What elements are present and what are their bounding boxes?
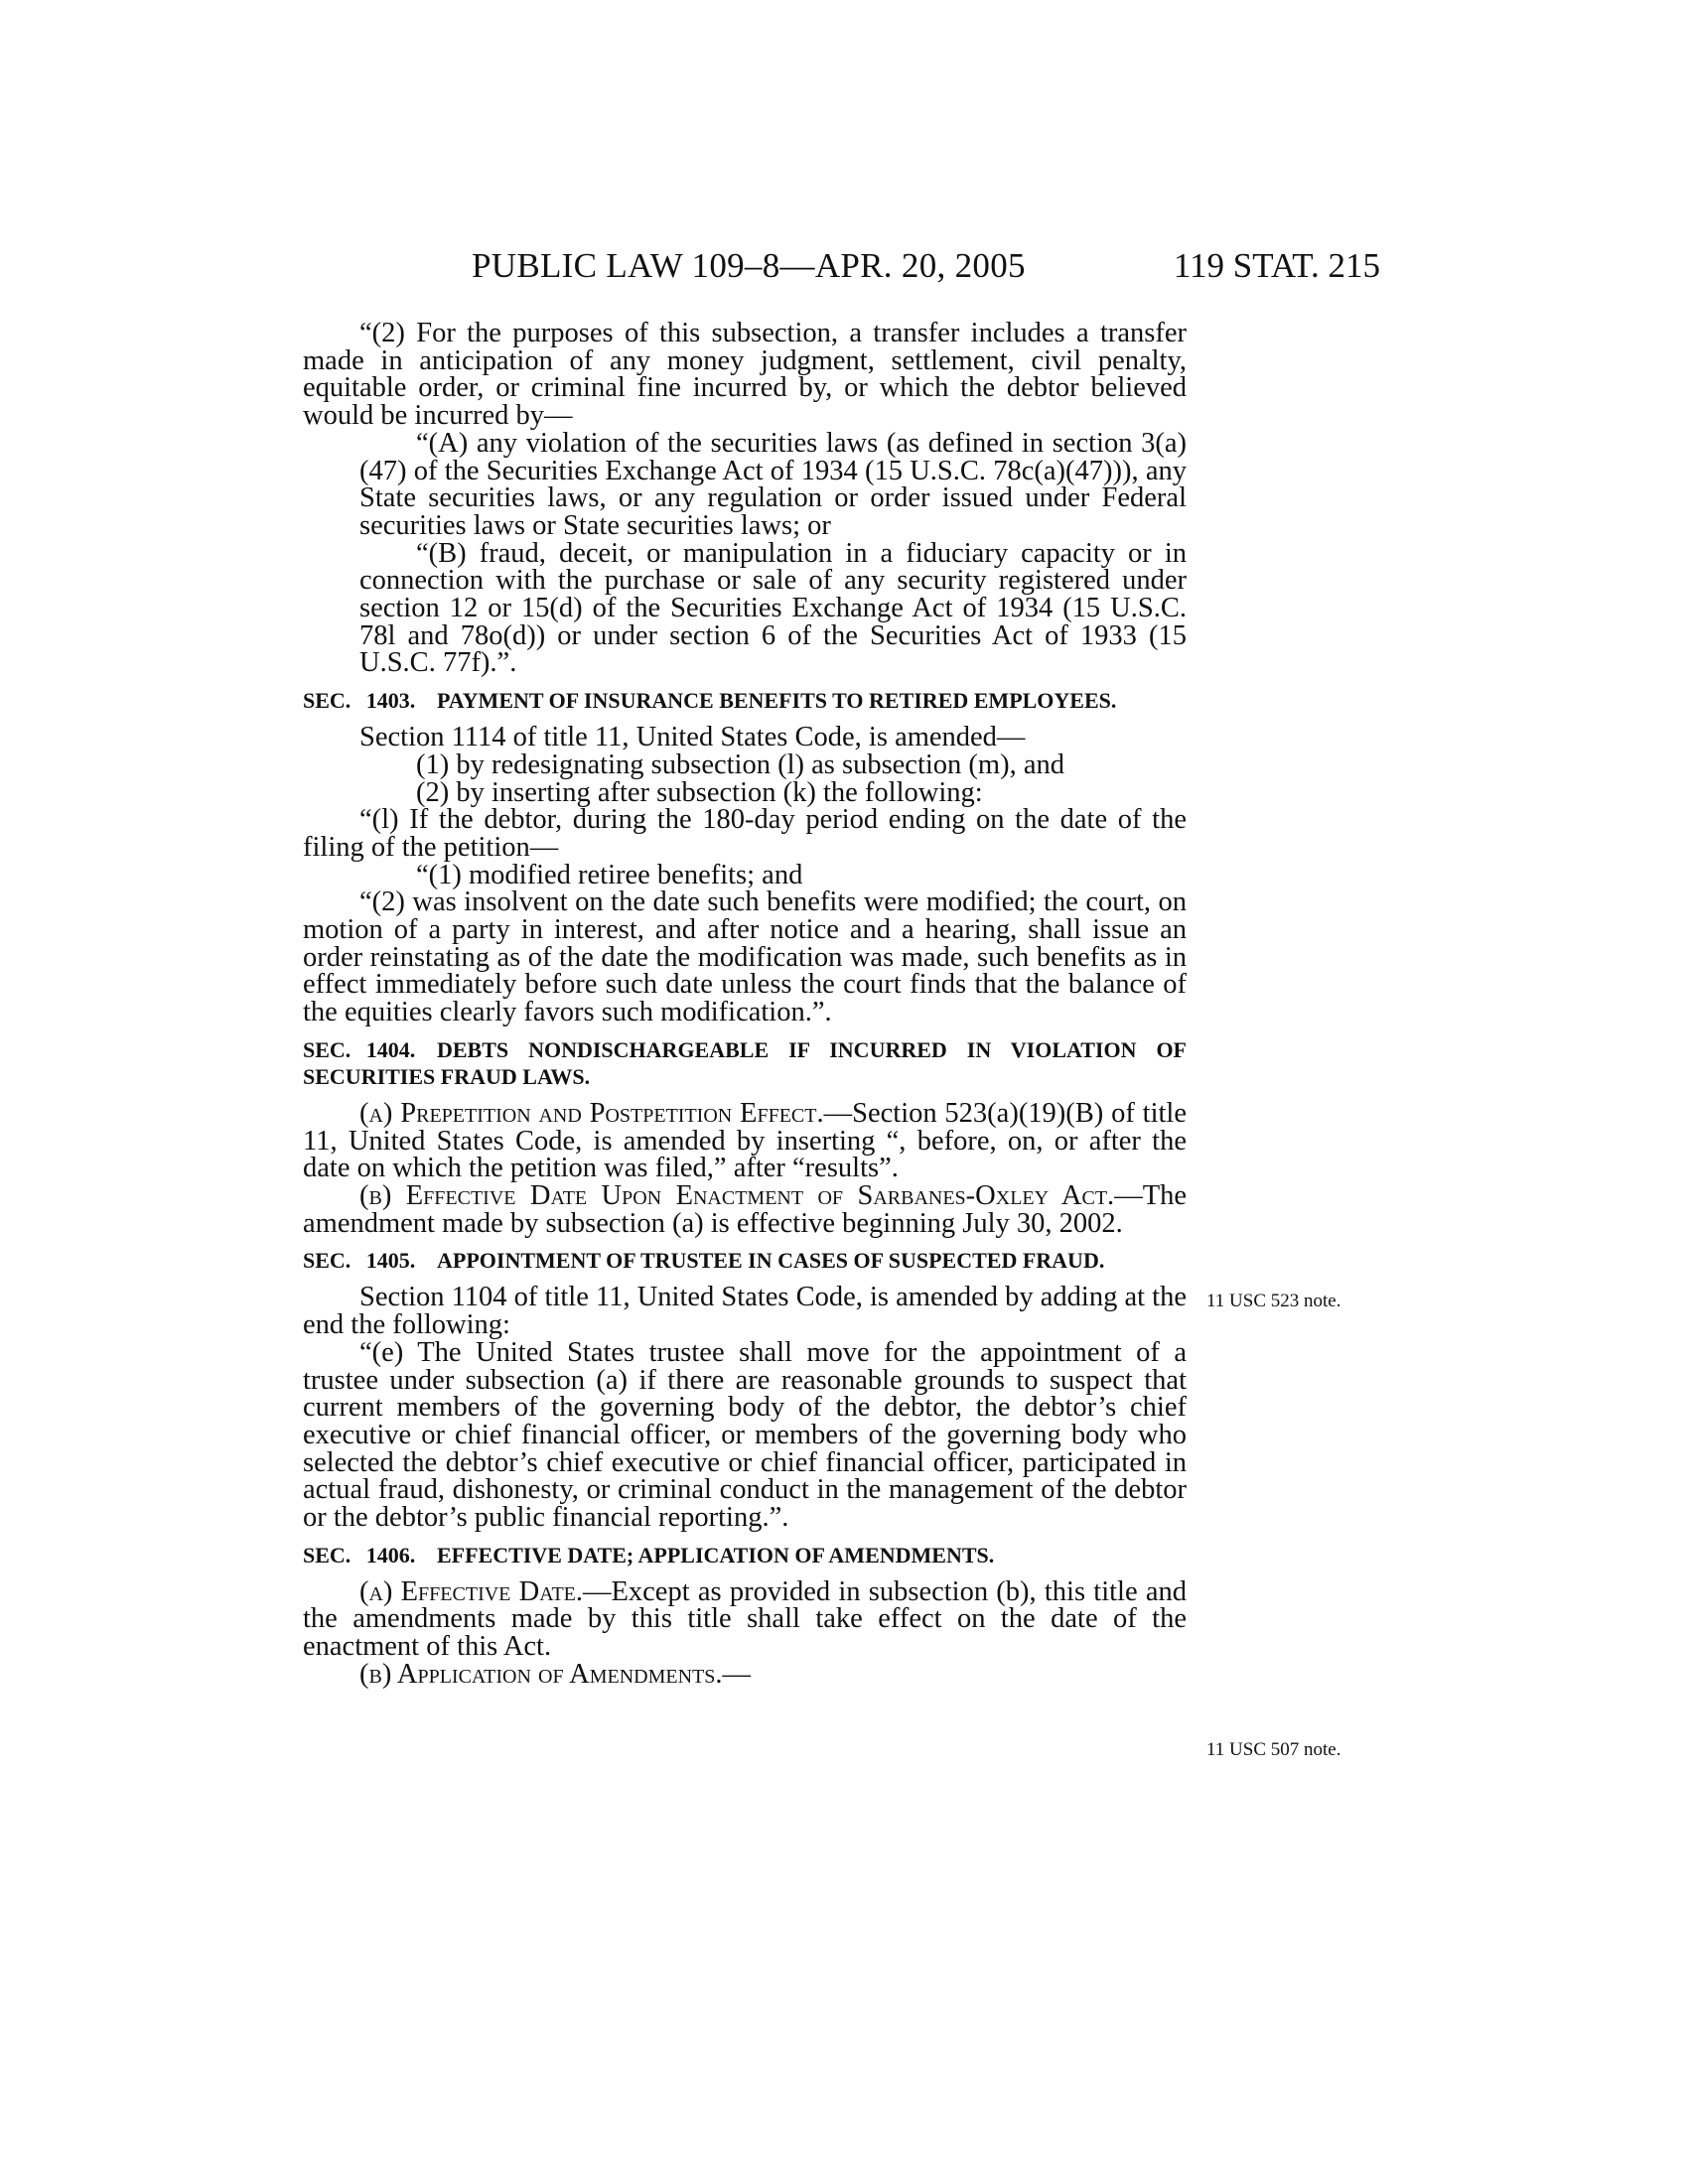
- section-number: SEC. 1404.: [303, 1036, 416, 1062]
- subsection-text: —: [722, 1658, 752, 1690]
- subparagraph-a: “(A) any violation of the securities laws (as defined in section 3(a)(47) of the Securities Exchange Act of 1934 (15 U.S.C. 78c(a)(47))), any State securities laws, or any regulation or order issued under Federal securities laws or State securities laws; or: [359, 427, 1187, 541]
- subsection-heading: (b) Application of Amendments.: [359, 1658, 723, 1690]
- subsection-heading: (a) Effective Date.: [359, 1575, 583, 1607]
- section-1403-heading: [303, 687, 1187, 714]
- paragraph-2-intro: “(2) For the purposes of this subsection, a transfer includes a transfer made in anticipation of any money judgment, settlement, civil penalty, equitable order, or criminal fine incurred by, or which the debtor believed would be incurred by—: [303, 318, 1187, 432]
- section-1405-intro: Section 1104 of title 11, United States Code, is amended by adding at the end the following:: [303, 1282, 1187, 1341]
- subsection-text: —Section 523(a)(19)(B) of title 11, United States Code, is amended by inserting “, before, on, or after the date on which the petition was filed,” after “results”.: [303, 1097, 1188, 1184]
- subsection-text: —Except as provided in subsection (b), this title and the amendments made by this title shall take effect on the date of the enactment of this Act.: [303, 1575, 1187, 1663]
- page-body: [303, 320, 1187, 1689]
- section-title: DEBTS NONDISCHARGEABLE IF INCURRED IN VIOLATION OF SECURITIES FRAUD LAWS.: [303, 1036, 1187, 1089]
- subsection-l-item-1: “(1) modified retiree benefits; and: [416, 859, 803, 890]
- section-1403-intro: Section 1114 of title 11, United States Code, is amended—: [359, 722, 1026, 753]
- section-title: APPOINTMENT OF TRUSTEE IN CASES OF SUSPECTED FRAUD.: [437, 1248, 1105, 1274]
- page-header: [472, 246, 1380, 294]
- statute-page-number: 119 STAT. 215: [1173, 246, 1380, 285]
- subsection-l-intro: “(l) If the debtor, during the 180-day period ending on the date of the filing of the petition—: [303, 804, 1187, 863]
- margin-note-523: 11 USC 523 note.: [1206, 1291, 1341, 1311]
- running-head: PUBLIC LAW 109–8—APR. 20, 2005: [472, 246, 1026, 285]
- section-1406-subsection-b: [303, 1658, 1187, 1690]
- section-number: SEC. 1406.: [303, 1542, 416, 1568]
- subsection-heading: (a) Prepetition and Postpetition Effect.: [359, 1097, 824, 1129]
- subsection-e: “(e) The United States trustee shall move for the appointment of a trustee under subsection (a) if there are reasonable grounds to suspect that current members of the governing body of the debtor, the debtor’s chief executive or chief financial officer, or members of the governing body who selected the debtor’s chief executive or chief financial officer, participated in actual fraud, dishonesty, or criminal conduct in the management of the debtor or the debtor’s public financial reporting.”.: [303, 1336, 1187, 1534]
- section-1403-item-1: (1) by redesignating subsection (l) as subsection (m), and: [416, 749, 1064, 780]
- subsection-text: —The amendment made by subsection (a) is effective beginning July 30, 2002.: [303, 1179, 1187, 1239]
- section-1406-heading: [303, 1542, 1187, 1569]
- subsection-heading: (b) Effective Date Upon Enactment of Sarbanes-Oxley Act.: [359, 1179, 1115, 1211]
- subsection-l-item-2: “(2) was insolvent on the date such benefits were modified; the court, on motion of a party in interest, and after notice and a hearing, shall issue an order reinstating as of the date the modification was made, such benefits as in effect immediately before such date unless the court finds that the balance of the equities clearly favors such modification.”.: [303, 887, 1187, 1028]
- margin-note-507: 11 USC 507 note.: [1206, 1739, 1341, 1760]
- section-1403-item-2: (2) by inserting after subsection (k) the following:: [416, 776, 983, 808]
- subparagraph-b: “(B) fraud, deceit, or manipulation in a fiduciary capacity or in connection with the purchase or sale of any security registered under section 12 or 15(d) of the Securities Exchange Act of 1934 (15 U.S.C. 78l and 78o(d)) or under section 6 of the Securities Act of 1933 (15 U.S.C. 77f).”.: [359, 537, 1187, 679]
- section-1406-subsection-a: [303, 1575, 1187, 1663]
- section-1404-heading: [303, 1036, 1187, 1090]
- section-number: SEC. 1403.: [303, 688, 416, 714]
- section-1404-subsection-b: [303, 1179, 1187, 1239]
- section-title: PAYMENT OF INSURANCE BENEFITS TO RETIRED EMPLOYEES.: [437, 688, 1117, 714]
- section-1405-heading: [303, 1247, 1187, 1274]
- section-1404-subsection-a: [303, 1097, 1188, 1184]
- section-number: SEC. 1405.: [303, 1248, 416, 1274]
- section-title: EFFECTIVE DATE; APPLICATION OF AMENDMENTS.: [437, 1542, 995, 1568]
